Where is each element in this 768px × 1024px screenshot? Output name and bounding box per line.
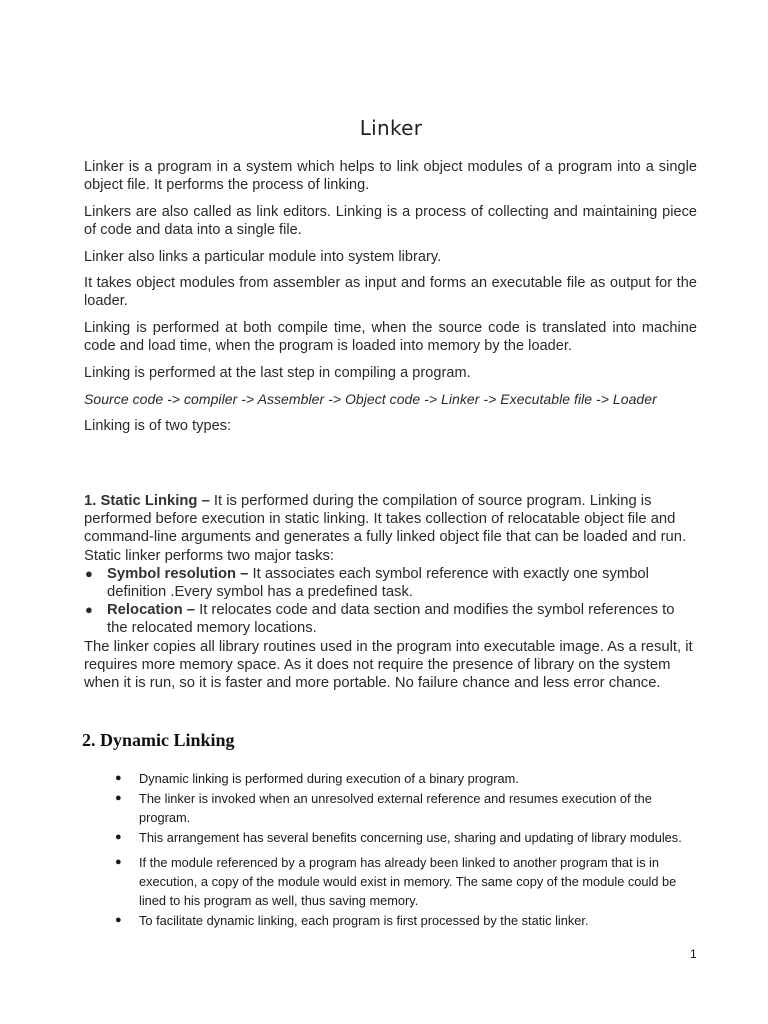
bullet-icon: ● bbox=[115, 772, 122, 784]
bullet-icon: ● bbox=[115, 856, 122, 868]
list-item bbox=[84, 565, 697, 601]
bullet-icon: ● bbox=[115, 831, 122, 843]
list-item bbox=[84, 601, 697, 637]
paragraph: Linking is performed at both compile time, when the source code is translated into machine code and load time, when the program is loaded into memory by the loader. bbox=[84, 319, 697, 355]
list-item bbox=[115, 769, 685, 788]
list-item bbox=[115, 853, 685, 910]
bullet-term: Relocation – bbox=[107, 602, 195, 619]
static-linking-section bbox=[84, 492, 697, 692]
linking-flow: Source code -> compiler -> Assembler -> Object code -> Linker -> Executable file -> Loader bbox=[84, 391, 657, 408]
paragraph: Linking is performed at the last step in compiling a program. bbox=[84, 364, 471, 381]
types-intro: Linking is of two types: bbox=[84, 418, 232, 435]
bullet-text: This arrangement has several benefits concerning use, sharing and updating of library modules. bbox=[139, 830, 682, 845]
paragraph: Linker is a program in a system which helps to link object modules of a program into a single object file. It performs the process of linking. bbox=[84, 159, 697, 194]
static-linking-closing: The linker copies all library routines used in the program into executable image. As a result, it requires more memory space. As it does not require the presence of library on the system when it is run, so it is faster and more portable. No failure chance and less error chance. bbox=[84, 638, 693, 692]
bullet-text: The linker is invoked when an unresolved external reference and resumes execution of the program. bbox=[139, 791, 652, 825]
bullet-text: If the module referenced by a program has already been linked to another program that is in execution, a copy of the module would exist in memory. The same copy of the module could be lined to his program as well, thus saving memory. bbox=[139, 855, 677, 908]
paragraph: Linker also links a particular module into system library. bbox=[84, 248, 442, 265]
bullet-icon: ● bbox=[85, 602, 93, 618]
bullet-icon: ● bbox=[115, 914, 122, 926]
list-item bbox=[115, 828, 685, 847]
intro-section bbox=[84, 158, 697, 444]
paragraph: It takes object modules from assembler as input and forms an executable file as output for the loader. bbox=[84, 275, 697, 310]
page-number: 1 bbox=[690, 947, 697, 961]
static-linking-text: It is performed during the compilation of source program. Linking is performed before execution in static linking. It takes collection of relocatable object file and command-line arguments and generates a fully linked object file that can be loaded and run. Static linker performs two major tasks: bbox=[84, 493, 687, 564]
paragraph: Linkers are also called as link editors. Linking is a process of collecting and maintaining piece of code and data into a single file. bbox=[84, 203, 697, 239]
bullet-text: It relocates code and data section and modifies the symbol references to the relocated memory locations. bbox=[107, 602, 675, 637]
page-title: Linker bbox=[359, 116, 423, 140]
static-linking-paragraph bbox=[84, 492, 697, 565]
bullet-term: Symbol resolution – bbox=[107, 565, 249, 582]
dynamic-linking-list bbox=[115, 769, 685, 930]
bullet-text: It associates each symbol reference with exactly one symbol definition .Every symbol has a predefined task. bbox=[107, 565, 649, 601]
static-linking-heading: 1. Static Linking – bbox=[84, 493, 210, 509]
bullet-text: To facilitate dynamic linking, each program is first processed by the static linker. bbox=[139, 913, 589, 928]
list-item bbox=[115, 911, 685, 930]
bullet-icon: ● bbox=[115, 792, 122, 804]
list-item bbox=[115, 789, 685, 827]
bullet-icon: ● bbox=[85, 565, 93, 581]
dynamic-linking-heading: 2. Dynamic Linking bbox=[82, 730, 235, 750]
bullet-text: Dynamic linking is performed during execution of a binary program. bbox=[139, 771, 519, 786]
